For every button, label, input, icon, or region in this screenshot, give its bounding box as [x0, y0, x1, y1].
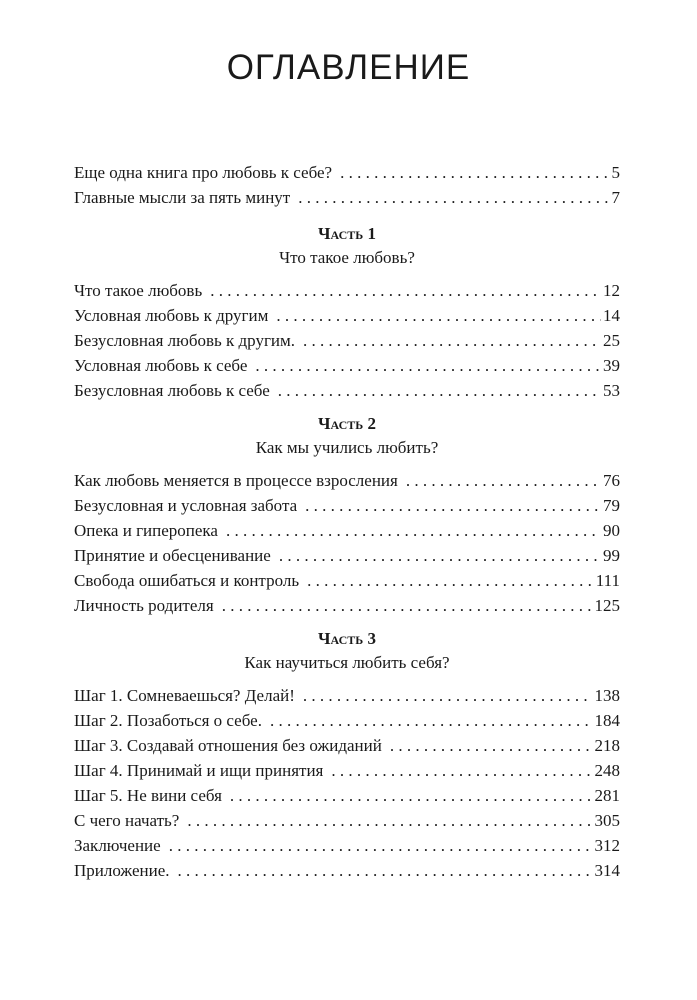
toc-entry-title: Заключение — [74, 836, 161, 855]
toc-entry-page: 39 — [603, 356, 620, 375]
toc-entry-title: Опека и гиперопека — [74, 521, 218, 540]
toc-entry-title: Еще одна книга про любовь к себе? — [74, 163, 333, 182]
toc-entry-title: Личность родителя — [74, 596, 214, 615]
toc-entry-page: 53 — [603, 381, 620, 400]
toc-entry-title: Приложение. — [74, 861, 170, 880]
toc-entry-page: 79 — [603, 496, 620, 515]
dot-leader — [187, 808, 592, 833]
toc-entry-page: 25 — [603, 331, 620, 350]
toc-entry-title: Главные мысли за пять минут — [74, 188, 291, 207]
toc-entry-page: 314 — [594, 861, 620, 880]
toc-entry-title: Безусловная и условная забота — [74, 496, 298, 515]
dot-leader — [303, 328, 601, 353]
dot-leader — [331, 758, 592, 783]
toc-entry[interactable] — [74, 185, 620, 210]
toc-entry-title: Шаг 2. Позаботься о себе. — [74, 711, 262, 730]
table-of-contents — [74, 160, 620, 883]
toc-entry[interactable] — [74, 833, 620, 858]
toc-entry[interactable] — [74, 353, 620, 378]
dot-leader — [307, 568, 594, 593]
toc-entry[interactable] — [74, 593, 620, 618]
toc-entry[interactable] — [74, 808, 620, 833]
toc-entry-page: 5 — [611, 163, 620, 182]
toc-entry-page: 184 — [594, 711, 620, 730]
dot-leader — [298, 185, 609, 210]
dot-leader — [303, 683, 593, 708]
toc-entry[interactable] — [74, 708, 620, 733]
toc-entry[interactable] — [74, 378, 620, 403]
toc-entry-title: Безусловная любовь к себе — [74, 381, 270, 400]
toc-entry-page: 111 — [595, 571, 620, 590]
toc-entry-title: Свобода ошибаться и контроль — [74, 571, 300, 590]
dot-leader — [270, 708, 593, 733]
toc-entry-page: 12 — [603, 281, 620, 300]
toc-entry[interactable] — [74, 733, 620, 758]
dot-leader — [406, 468, 601, 493]
toc-entry-page: 305 — [594, 811, 620, 830]
dot-leader — [340, 160, 609, 185]
dot-leader — [178, 858, 593, 883]
toc-entry-title: С чего начать? — [74, 811, 180, 830]
toc-entry-page: 7 — [611, 188, 620, 207]
toc-entry[interactable] — [74, 278, 620, 303]
toc-entry-page: 14 — [603, 306, 620, 325]
toc-entry-page: 248 — [594, 761, 620, 780]
toc-entry-page: 125 — [594, 596, 620, 615]
part-subtitle: Как научиться любить себя? — [244, 653, 450, 672]
toc-entry[interactable] — [74, 160, 620, 185]
toc-entry-page: 312 — [594, 836, 620, 855]
toc-entry-title: Шаг 4. Принимай и ищи принятия — [74, 761, 324, 780]
toc-entry-page: 281 — [594, 786, 620, 805]
toc-entry[interactable] — [74, 518, 620, 543]
toc-entry-title: Как любовь меняется в процессе взросления — [74, 471, 398, 490]
toc-entry[interactable] — [74, 683, 620, 708]
toc-entry-title: Принятие и обесценивание — [74, 546, 271, 565]
part-subtitle: Что такое любовь? — [279, 248, 415, 267]
dot-leader — [305, 493, 601, 518]
toc-entry[interactable] — [74, 783, 620, 808]
dot-leader — [222, 593, 593, 618]
dot-leader — [279, 543, 601, 568]
part-heading: Часть 1 — [318, 224, 376, 243]
dot-leader — [278, 378, 601, 403]
dot-leader — [210, 278, 601, 303]
toc-entry-title: Условная любовь к себе — [74, 356, 248, 375]
dot-leader — [230, 783, 593, 808]
toc-entry[interactable] — [74, 493, 620, 518]
toc-entry[interactable] — [74, 468, 620, 493]
toc-entry-title: Что такое любовь — [74, 281, 203, 300]
toc-entry-page: 76 — [603, 471, 620, 490]
toc-entry-title: Шаг 3. Создавай отношения без ожиданий — [74, 736, 382, 755]
dot-leader — [276, 303, 601, 328]
part-subtitle: Как мы учились любить? — [255, 438, 439, 457]
toc-entry-title: Безусловная любовь к другим. — [74, 331, 296, 350]
part-heading: Часть 2 — [318, 414, 376, 433]
toc-entry-title: Шаг 1. Сомневаешься? Делай! — [74, 686, 295, 705]
dot-leader — [226, 518, 601, 543]
toc-entry[interactable] — [74, 303, 620, 328]
toc-entry[interactable] — [74, 328, 620, 353]
toc-entry[interactable] — [74, 858, 620, 883]
toc-entry-page: 90 — [603, 521, 620, 540]
dot-leader — [390, 733, 593, 758]
toc-entry-title: Условная любовь к другим — [74, 306, 269, 325]
dot-leader — [255, 353, 601, 378]
page-title: ОГЛАВЛЕНИЕ — [226, 48, 471, 87]
part-heading: Часть 3 — [318, 629, 376, 648]
toc-entry[interactable] — [74, 568, 620, 593]
toc-entry-page: 218 — [594, 736, 620, 755]
toc-entry-page: 138 — [594, 686, 620, 705]
toc-entry-page: 99 — [603, 546, 620, 565]
toc-entry[interactable] — [74, 758, 620, 783]
toc-entry[interactable] — [74, 543, 620, 568]
toc-entry-title: Шаг 5. Не вини себя — [74, 786, 222, 805]
dot-leader — [169, 833, 593, 858]
